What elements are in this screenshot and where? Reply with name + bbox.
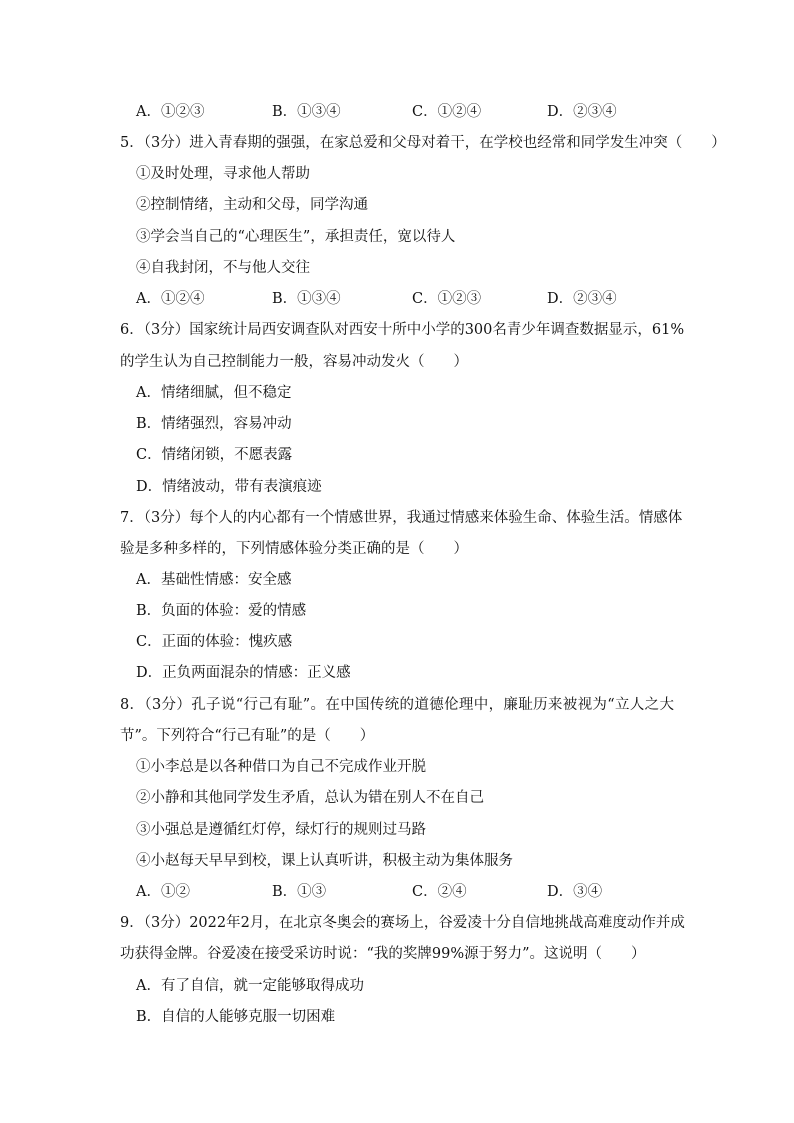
q5-item-1: ①及时处理，寻求他人帮助 [136, 166, 310, 182]
q5-stem: 5．（3分）进入青春期的强强，在家总爱和父母对着干，在学校也经常和同学发生冲突（ ） [120, 135, 726, 151]
q5-item-2: ②控制情绪，主动和父母，同学沟通 [136, 197, 368, 213]
q5-option-d: D．②③④ [547, 291, 617, 307]
q8-stem-line2: 节”。下列符合“行己有耻”的是（ ） [120, 728, 375, 744]
q8-item-2: ②小静和其他同学发生矛盾，总认为错在别人不在自己 [136, 790, 484, 806]
q8-option-d: D．③④ [547, 884, 603, 900]
q6-stem-line1: 6．（3分）国家统计局西安调查队对西安十所中小学的300名青少年调查数据显示，61% [120, 322, 685, 338]
q4-option-d: D．②③④ [547, 104, 617, 120]
q5-option-a: A．①②④ [136, 291, 205, 307]
q5-option-b: B．①③④ [272, 291, 341, 307]
q7-stem-line1: 7．（3分）每个人的内心都有一个情感世界，我通过情感来体验生命、体验生活。情感体 [120, 510, 683, 526]
q6-stem-line2: 的学生认为自己控制能力一般，容易冲动发火（ ） [120, 354, 468, 370]
q8-item-4: ④小赵每天早早到校，课上认真听讲，积极主动为集体服务 [136, 853, 513, 869]
q4-option-b: B．①③④ [272, 104, 341, 120]
q7-option-b: B．负面的体验：爱的情感 [136, 603, 307, 619]
q8-option-b: B．①③ [272, 884, 327, 900]
q5-item-4: ④自我封闭，不与他人交往 [136, 260, 310, 276]
q8-stem-line1: 8．（3分）孔子说“行己有耻”。在中国传统的道德伦理中，廉耻历来被视为“立人之大 [120, 697, 674, 713]
q9-stem-line2: 功获得金牌。谷爱凌在接受采访时说：“我的奖牌99%源于努力”。这说明（ ） [120, 946, 646, 962]
q7-stem-line2: 验是多种多样的，下列情感体验分类正确的是（ ） [120, 541, 468, 557]
q5-item-3: ③学会当自己的“心理医生”，承担责任，宽以待人 [136, 229, 456, 245]
q8-item-1: ①小李总是以各种借口为自己不完成作业开脱 [136, 759, 426, 775]
q6-option-b: B．情绪强烈，容易冲动 [136, 416, 292, 432]
q9-option-a: A．有了自信，就一定能够取得成功 [136, 978, 364, 994]
q6-option-c: C．情绪闭锁，不愿表露 [136, 447, 293, 463]
q4-option-c: C．①②④ [412, 104, 482, 120]
q9-option-b: B．自信的人能够克服一切困难 [136, 1009, 336, 1025]
q6-option-d: D．情绪波动，带有表演痕迹 [136, 479, 322, 495]
q6-option-a: A．情绪细腻，但不稳定 [136, 385, 292, 401]
q8-option-a: A．①② [136, 884, 190, 900]
q7-option-c: C．正面的体验：愧疚感 [136, 634, 293, 650]
q8-item-3: ③小强总是遵循红灯停，绿灯行的规则过马路 [136, 822, 426, 838]
q7-option-a: A．基础性情感：安全感 [136, 572, 292, 588]
q5-option-c: C．①②③ [412, 291, 482, 307]
q4-option-a: A．①②③ [136, 104, 205, 120]
q9-stem-line1: 9．（3分）2022年2月，在北京冬奥会的赛场上，谷爱凌十分自信地挑战高难度动作并成 [120, 915, 685, 931]
q7-option-d: D．正负两面混杂的情感：正义感 [136, 665, 351, 681]
q8-option-c: C．②④ [412, 884, 467, 900]
